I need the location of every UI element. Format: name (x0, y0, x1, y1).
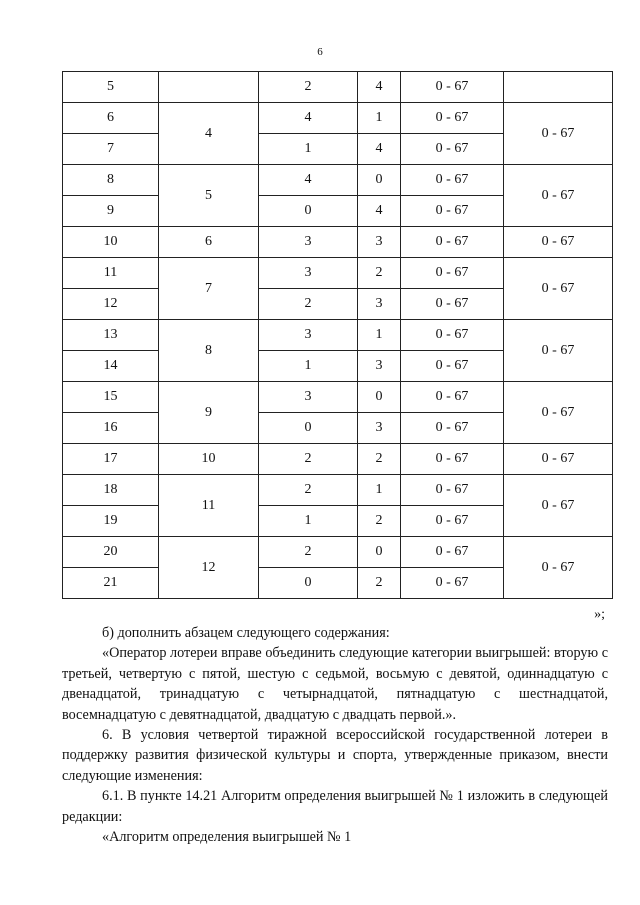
category-number-cell: 5 (63, 72, 159, 103)
range-cell: 0 - 67 (401, 351, 504, 382)
value-b-cell: 2 (358, 258, 401, 289)
value-a-cell: 2 (259, 444, 358, 475)
value-b-cell: 0 (358, 382, 401, 413)
range-cell: 0 - 67 (401, 289, 504, 320)
value-a-cell: 0 (259, 196, 358, 227)
value-b-cell: 3 (358, 227, 401, 258)
value-b-cell: 2 (358, 444, 401, 475)
group-cell: 11 (159, 475, 259, 537)
value-b-cell: 3 (358, 289, 401, 320)
page-number: 6 (317, 46, 323, 58)
group-cell: 5 (159, 165, 259, 227)
category-number-cell: 10 (63, 227, 159, 258)
group-cell: 10 (159, 444, 259, 475)
table-row (63, 227, 613, 258)
range-cell: 0 - 67 (401, 258, 504, 289)
prize-categories-table (62, 71, 613, 599)
range-cell: 0 - 67 (401, 134, 504, 165)
range-cell: 0 - 67 (401, 506, 504, 537)
range-cell: 0 - 67 (401, 413, 504, 444)
table-row (63, 320, 613, 351)
range-cell: 0 - 67 (401, 320, 504, 351)
group-cell: 7 (159, 258, 259, 320)
range-cell: 0 - 67 (401, 227, 504, 258)
table-row (63, 475, 613, 506)
category-number-cell: 14 (63, 351, 159, 382)
category-number-cell: 17 (63, 444, 159, 475)
range-cell: 0 - 67 (401, 382, 504, 413)
value-b-cell: 4 (358, 134, 401, 165)
category-number-cell: 20 (63, 537, 159, 568)
range-cell: 0 - 67 (401, 196, 504, 227)
value-b-cell: 3 (358, 413, 401, 444)
value-a-cell: 3 (259, 382, 358, 413)
range-cell: 0 - 67 (401, 475, 504, 506)
category-number-cell: 19 (63, 506, 159, 537)
category-number-cell: 18 (63, 475, 159, 506)
merged-range-cell: 0 - 67 (504, 258, 613, 320)
category-number-cell: 13 (63, 320, 159, 351)
group-cell: 12 (159, 537, 259, 599)
merged-range-cell: 0 - 67 (504, 382, 613, 444)
paragraph-algorithm-title: «Алгоритм определения выигрышей № 1 (102, 829, 352, 846)
value-b-cell: 2 (358, 568, 401, 599)
group-cell: 4 (159, 103, 259, 165)
value-a-cell: 0 (259, 568, 358, 599)
paragraph-b: б) дополнить абзацем следующего содержания: (102, 625, 390, 641)
category-number-cell: 12 (63, 289, 159, 320)
value-a-cell: 1 (259, 351, 358, 382)
category-number-cell: 15 (63, 382, 159, 413)
value-b-cell: 1 (358, 320, 401, 351)
value-a-cell: 3 (259, 258, 358, 289)
amendment-text (62, 623, 608, 847)
merged-range-cell: 0 - 67 (504, 475, 613, 537)
table-row (63, 103, 613, 134)
value-b-cell: 3 (358, 351, 401, 382)
value-b-cell: 4 (358, 196, 401, 227)
value-a-cell: 1 (259, 134, 358, 165)
value-b-cell: 2 (358, 506, 401, 537)
paragraph-item-6: 6. В условия четвертой тиражной всероссийской государственной лотереи в поддержку развития физической культуры и спорта, утвержденные приказом, внести следующие изменения: (62, 727, 608, 784)
range-cell: 0 - 67 (401, 444, 504, 475)
value-a-cell: 3 (259, 320, 358, 351)
value-a-cell: 2 (259, 537, 358, 568)
category-number-cell: 7 (63, 134, 159, 165)
table-row (63, 258, 613, 289)
value-b-cell: 0 (358, 537, 401, 568)
value-a-cell: 3 (259, 227, 358, 258)
value-a-cell: 2 (259, 475, 358, 506)
merged-range-cell: 0 - 67 (504, 227, 613, 258)
category-number-cell: 21 (63, 568, 159, 599)
range-cell: 0 - 67 (401, 537, 504, 568)
table-row (63, 165, 613, 196)
group-cell (159, 72, 259, 103)
table-row (63, 72, 613, 103)
group-cell: 6 (159, 227, 259, 258)
merged-range-cell: 0 - 67 (504, 165, 613, 227)
group-cell: 9 (159, 382, 259, 444)
range-cell: 0 - 67 (401, 165, 504, 196)
category-number-cell: 16 (63, 413, 159, 444)
value-b-cell: 1 (358, 475, 401, 506)
value-a-cell: 2 (259, 289, 358, 320)
group-cell: 8 (159, 320, 259, 382)
range-cell: 0 - 67 (401, 72, 504, 103)
value-b-cell: 1 (358, 103, 401, 134)
value-b-cell: 4 (358, 72, 401, 103)
merged-range-cell: 0 - 67 (504, 320, 613, 382)
category-number-cell: 8 (63, 165, 159, 196)
paragraph-operator-right: «Оператор лотереи вправе объединить следующие категории выигрышей: вторую с третьей, четвертую с пятой, шестую с седьмой, восьмую с девятой, одиннадцатую с двенадцатой, тринадцатую с четырнадцатой, пятнадцатую с шестнадцатой, восемнадцатую с девятнадцатой, двадцатую с двадцать первой.». (62, 645, 608, 723)
category-number-cell: 9 (63, 196, 159, 227)
value-a-cell: 4 (259, 165, 358, 196)
merged-range-cell: 0 - 67 (504, 537, 613, 599)
range-cell: 0 - 67 (401, 103, 504, 134)
value-a-cell: 0 (259, 413, 358, 444)
table-row (63, 537, 613, 568)
value-a-cell: 1 (259, 506, 358, 537)
closing-quote-mark: »; (594, 607, 605, 622)
range-cell: 0 - 67 (401, 568, 504, 599)
merged-range-cell (504, 72, 613, 103)
category-number-cell: 6 (63, 103, 159, 134)
table-row (63, 382, 613, 413)
value-a-cell: 2 (259, 72, 358, 103)
merged-range-cell: 0 - 67 (504, 103, 613, 165)
paragraph-item-6-1: 6.1. В пункте 14.21 Алгоритм определения выигрышей № 1 изложить в следующей редакции: (62, 788, 608, 825)
table-row (63, 444, 613, 475)
value-b-cell: 0 (358, 165, 401, 196)
merged-range-cell: 0 - 67 (504, 444, 613, 475)
category-number-cell: 11 (63, 258, 159, 289)
value-a-cell: 4 (259, 103, 358, 134)
